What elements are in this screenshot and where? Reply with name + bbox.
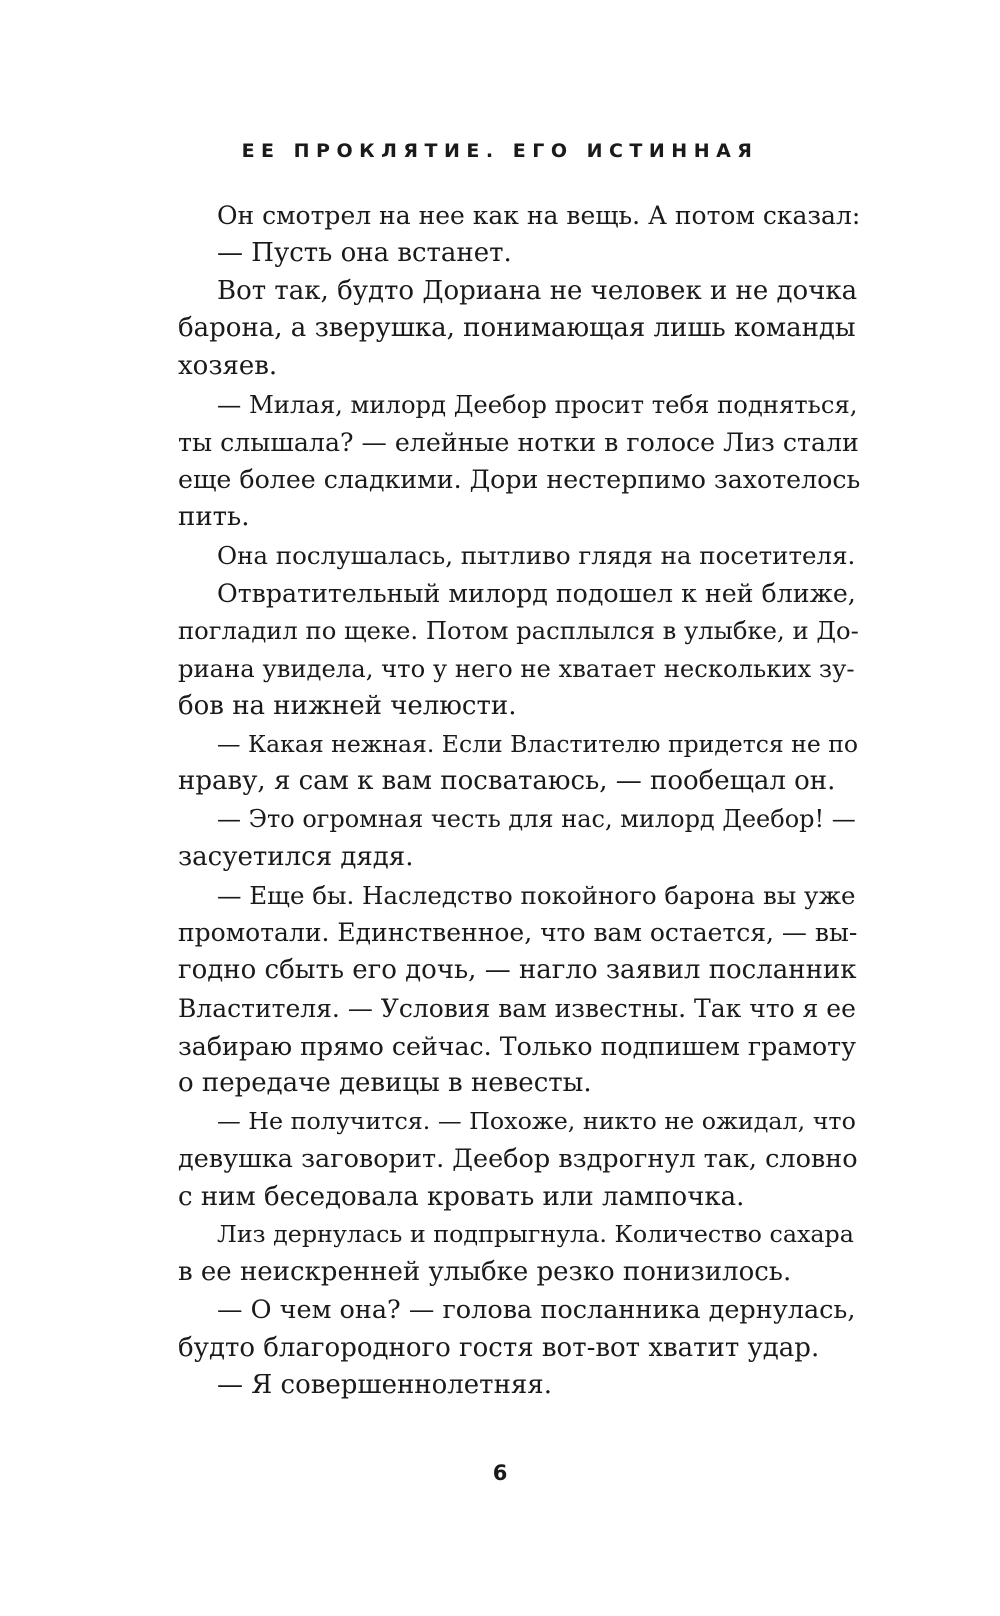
- text-line: — Это огромная честь для нас, милорд Деебор! —: [217, 805, 856, 833]
- text-line: засуетился дядя.: [178, 841, 414, 872]
- text-line: — О чем она? — голова посланника дернулась,: [217, 1294, 856, 1325]
- text-line: о передаче девицы в невесты.: [178, 1068, 592, 1099]
- page-number: 6: [492, 1461, 508, 1485]
- text-line: — Милая, милорд Деебор просит тебя подняться,: [217, 389, 858, 419]
- text-line: Она послушалась, пытливо глядя на посетителя.: [217, 540, 856, 570]
- text-line: бов на нижней челюсти.: [178, 690, 517, 721]
- text-line: еще более сладкими. Дори нестерпимо захотелось: [178, 465, 861, 495]
- text-line: — Не получится. — Похоже, никто не ожидал, что: [217, 1107, 856, 1135]
- text-line: риана увидела, что у него не хватает нескольких зу-: [178, 654, 855, 683]
- text-line: Лиз дернулась и подпрыгнула. Количество сахара: [217, 1220, 854, 1249]
- text-line: — Какая нежная. Если Властителю придется не по: [217, 729, 859, 758]
- text-line: пить.: [178, 502, 250, 532]
- text-line: ты слышала? — елейные нотки в голосе Лиз стали: [178, 427, 859, 457]
- text-line: погладил по щеке. Потом расплылся в улыбке, и До-: [178, 616, 859, 646]
- text-line: — Пусть она встанет.: [217, 237, 512, 268]
- text-line: промотали. Единственное, что вам остается, — вы-: [178, 918, 858, 948]
- text-line: годно сбыть его дочь, — нагло заявил посланник: [178, 955, 857, 985]
- text-line: Властителя. — Условия вам известны. Так что я ее: [178, 993, 856, 1023]
- text-line: Отвратительный милорд подошел к ней ближе,: [217, 578, 856, 608]
- text-line: нраву, я сам к вам посватаюсь, — пообещал он.: [178, 766, 836, 797]
- text-line: — Я совершеннолетняя.: [217, 1370, 552, 1401]
- text-line: — Еще бы. Наследство покойного барона вы уже: [217, 880, 856, 910]
- text-line: барона, а зверушка, понимающая лишь команды: [178, 313, 856, 344]
- text-line: Вот так, будто Дориана не человек и не дочка: [217, 275, 858, 306]
- text-line: забираю прямо сейчас. Только подпишем грамоту: [178, 1031, 857, 1061]
- text-line: девушка заговорит. Деебор вздрогнул так, словно: [178, 1143, 858, 1174]
- text-line: хозяев.: [178, 351, 278, 381]
- text-line: будто благородного гостя вот-вот хватит удар.: [178, 1332, 820, 1363]
- text-line: Он смотрел на нее как на вещь. А потом сказал:: [217, 201, 861, 230]
- text-line: с ним беседовала кровать или лампочка.: [178, 1181, 745, 1212]
- text-line: в ее неискренней улыбке резко понизилось.: [178, 1257, 792, 1287]
- running-title: ЕЕ ПРОКЛЯТИЕ. ЕГО ИСТИННАЯ: [241, 140, 759, 162]
- body-text: [178, 197, 860, 1405]
